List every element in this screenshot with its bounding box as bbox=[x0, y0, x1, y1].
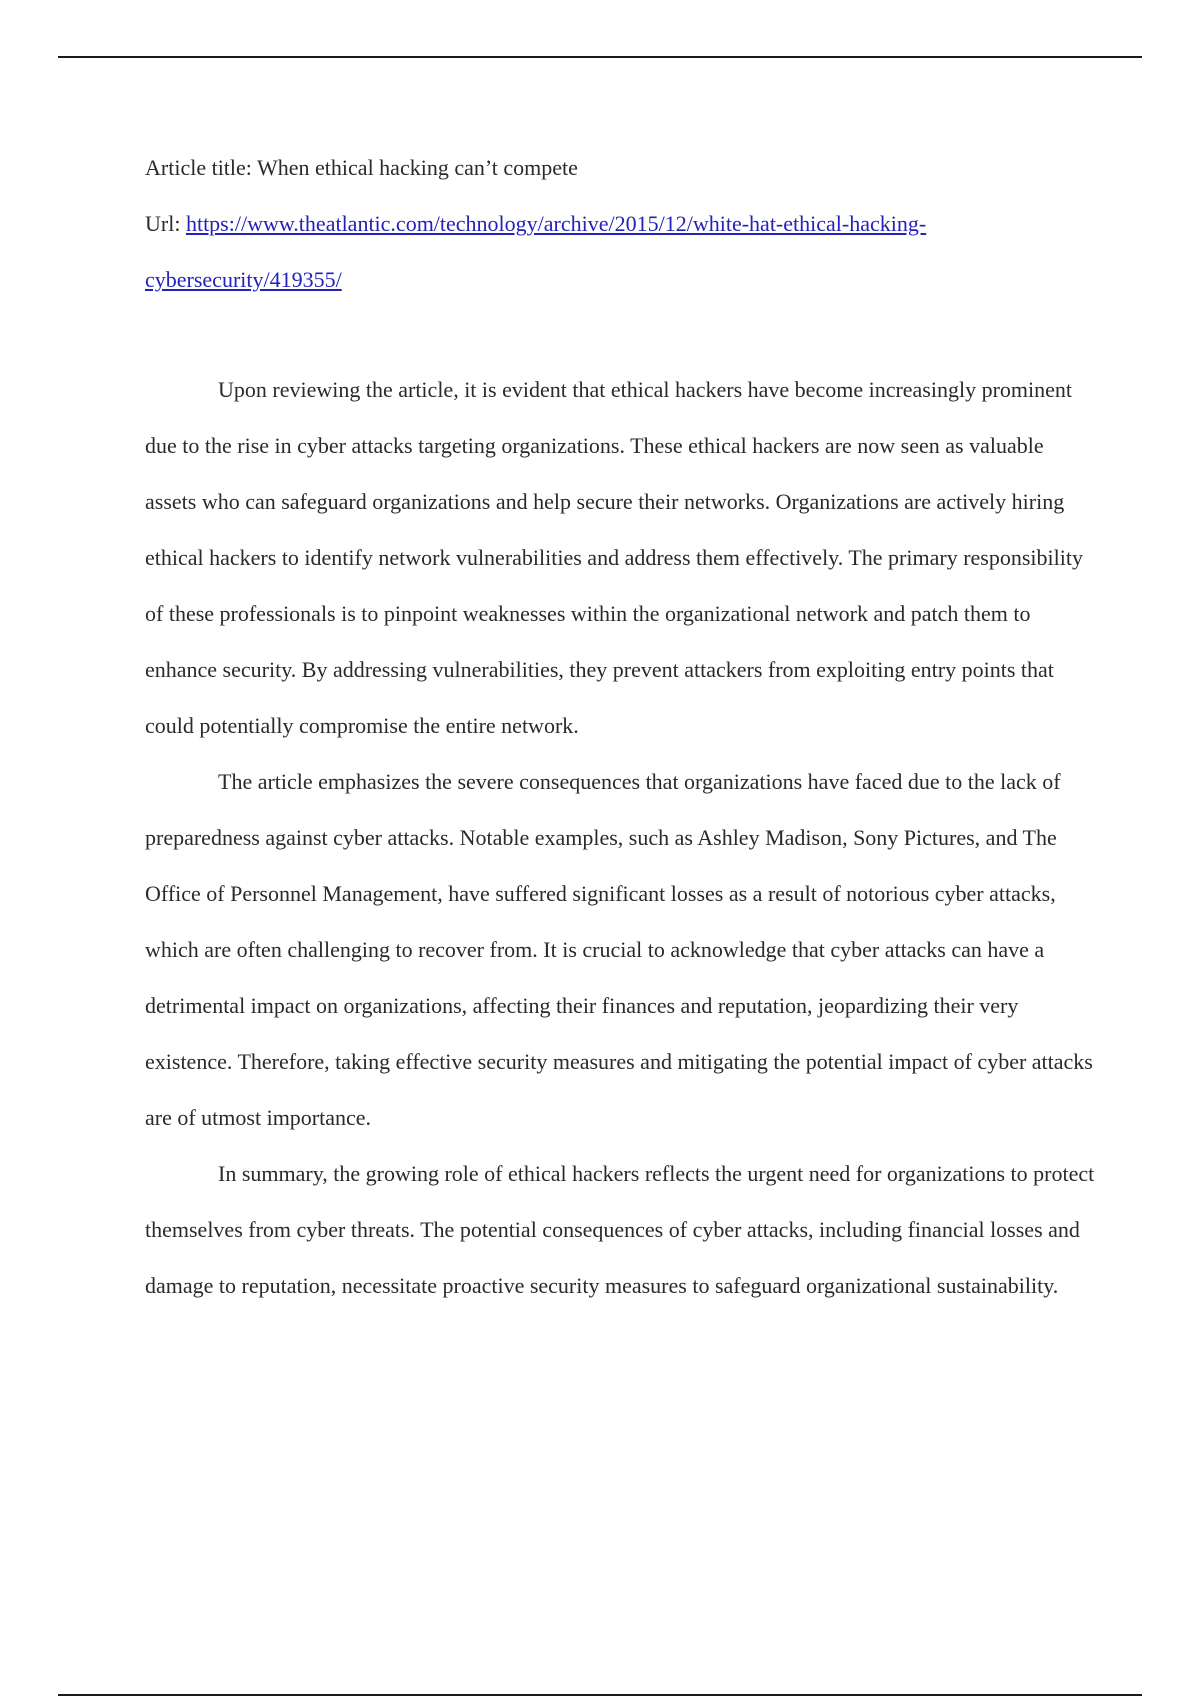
top-rule bbox=[58, 56, 1142, 58]
article-url-link-part1[interactable]: https://www.theatlantic.com/technology/archive/2015/12/white-hat-ethical-hacking- bbox=[185, 211, 927, 236]
paragraph-3: In summary, the growing role of ethical hackers reflects the urgent need for organizations to protect themselves from cyber threats. The potential consequences of cyber attacks, including financial losses and damage to reputation, necessitate proactive security measures to safeguard organizational sustainability. bbox=[145, 1161, 1095, 1298]
paragraph-2: The article emphasizes the severe consequences that organizations have faced due to the lack of preparedness against cyber attacks. Notable examples, such as Ashley Madison, Sony Pictures, and The Office of Personnel Management, have suffered significant losses as a result of notorious cyber attacks, which are often challenging to recover from. It is crucial to acknowledge that cyber attacks can have a detrimental impact on organizations, affecting their finances and reputation, jeopardizing their very existence. Therefore, taking effective security measures and mitigating the potential impact of cyber attacks are of utmost importance. bbox=[145, 769, 1093, 1130]
article-title: When ethical hacking can’t compete bbox=[257, 155, 578, 180]
article-title-line bbox=[145, 140, 1095, 196]
paragraph-1: Upon reviewing the article, it is evident that ethical hackers have become increasingly prominent due to the rise in cyber attacks targeting organizations. These ethical hackers are now seen as valuable assets who can safeguard organizations and help secure their networks. Organizations are actively hiring ethical hackers to identify network vulnerabilities and address them effectively. The primary responsibility of these professionals is to pinpoint weaknesses within the organizational network and patch them to enhance security. By addressing vulnerabilities, they prevent attackers from exploiting entry points that could potentially compromise the entire network. bbox=[145, 377, 1083, 738]
bottom-rule bbox=[58, 1694, 1142, 1696]
url-label: Url: bbox=[145, 211, 181, 236]
url-line-continued bbox=[145, 252, 1095, 308]
spacer bbox=[145, 308, 1095, 362]
url-line bbox=[145, 196, 1095, 252]
document-body bbox=[145, 140, 1095, 1314]
article-url-link-part2[interactable]: cybersecurity/419355/ bbox=[145, 267, 342, 292]
article-title-label: Article title: bbox=[145, 155, 252, 180]
